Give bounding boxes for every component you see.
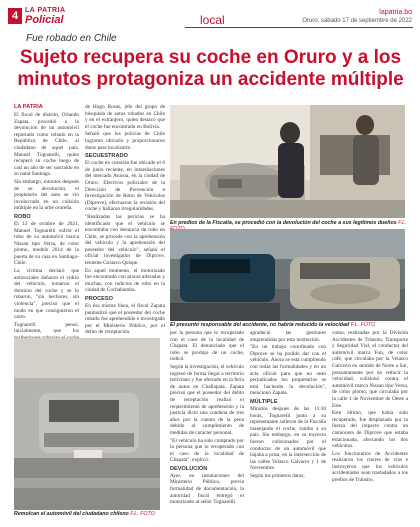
photo-accident: [170, 229, 405, 321]
page-number: 4: [8, 8, 22, 24]
photo-handover: [170, 105, 405, 218]
issue-date: Oruro, sábado 17 de septiembre de 2022: [302, 18, 412, 24]
caption-credit: F.L. FOTO: [130, 511, 155, 517]
caption-credit: F.L.: [398, 220, 407, 226]
subheading: SECUESTRADO: [85, 153, 128, 160]
photo-tow: [14, 338, 160, 510]
column-4: [250, 330, 326, 480]
paragraph: En aquel momento, el motorizado fue encontrado con placas alteradas y muchas, con indicios de robo en la ciudad de Cochabamba.: [85, 267, 165, 294]
column-5: [332, 330, 408, 485]
caption-text: Remolcan el automóvil del ciudadano chileno: [14, 511, 129, 517]
paragraph: Señaló que los policías de Chile lograron ubicarlo y proporcionaron datos para localizarlo.: [85, 131, 165, 151]
paragraph: Según los primeros datos,: [250, 472, 305, 479]
caption-text: En predios de la Fiscalía, se procedió con la devolución del coche a sus legítimos dueños: [170, 220, 397, 226]
paragraph: "En un trabajo coordinado con Diprove se ha podido dar con el vehículo. Ahora se está cumpliendo con todas las formalidades y en un acta oficial para que no sean perjudicados los propietarios se está haciendo la devolución", mencionó Zapata.: [250, 344, 326, 397]
photo-caption: [14, 511, 164, 517]
column-1: [14, 104, 79, 376]
section-brand: Policial: [25, 14, 64, 26]
paragraph: agradeció las gestiones emprendidas por esta institución.: [250, 330, 326, 343]
paragraph: Según la investigación, el vehículo ingresó de forma ilegal a territorio boliviano y fue ofertado en la feria de autos en Challapata. Zapata precisó que el poseedor del delito de receptación realizó el requerimiento de aprehensión y la justicia dictó una condena de tres años por la cuenta de la pena debido al cumplimiento de medidas de carácter personal.: [170, 363, 244, 436]
author: LA PATRIA: [14, 104, 43, 110]
subheading: MÚLTIPLE: [250, 398, 278, 405]
kicker: Fue robado en Chile: [26, 33, 117, 44]
paragraph: Tognarelli pensó, inicialmente, que los: [14, 321, 79, 335]
paragraph: Ayer, en instalaciones del Ministerio Público, previa formalidad de documentación, la autoridad fiscal entregó el motorizado al señor Tognarelli.: [170, 472, 244, 506]
subheading: DEVOLUCIÓN: [170, 465, 208, 472]
subheading: PROCESO: [85, 296, 113, 303]
paragraph: Minutos después de las 11:30 horas, Tognarelli junto a su representante salieron de la Fiscalía manejando el coche, rumbo a su país. Sin embargo, en su trayecto fueron colisionados por el conductor de un automóvil que bajaba a prisa, en la intersección de las calles Velasco Galvarro y 1 de Noviembre.: [250, 405, 326, 472]
paragraph: El fiscal de distrito, Orlando Zapata, procedió a la devolución de un automóvil reportado como robado en la República de Chile, al ciudadano de aquel país, Manuel Tognarelli, quien recuperó su coche luego de casi un año de ser sustraído en su natal Santiago.: [14, 112, 79, 178]
page-header: [0, 0, 420, 30]
website-link[interactable]: lapatria.bo: [379, 9, 412, 16]
caption-credit: F.L. FOTO: [350, 322, 376, 328]
paragraph: El coche en cuestión fue ubicado el 6 de junio reciente, en inmediaciones del mercado Avaroa, en la ciudad de Oruro. Efectivos policiales de la Dirección de Prevención e Investigación de Robo de Vehículos (Diprove), efectuaron la revisión del coche y hallaron irregularidades.: [85, 160, 165, 213]
paragraph: "Realizadas las pericias se ha identificado que el vehículo se encontraba con denuncia de robo en Chile, se procede con la aprehensión del vehículo y la aprehensión del poseedor del vehículo", señaló el oficial investigador de Diprove, teniente Gustavo Quispe.: [85, 213, 165, 267]
section-label: local: [200, 13, 225, 27]
paragraph: El 12 de octubre de 2021, Manuel Tognarelli sufrió el robo de su automóvil marca Nissan tipo Versa, de color plomo, modelo 2014 de la puerta de su casa en Santiago-Chile.: [14, 220, 79, 267]
paragraph: como, realizadas por la División Accidentes de Tránsito, Transporte y Seguridad Vial, el conductor del automóvil marca Fun, de color café, que circulaba por la Velasco Galvarro en sentido de Norte a Sur, presuntamente por no reducir la velocidad, colisionó contra el automóvil marca Nissan tipo Versa, de color plomo, que circulaba por la calle 1 de Noviembre de Oeste a Este.: [332, 330, 408, 409]
paragraph: En esa misma línea, el fiscal Zapata puntualizó que el poseedor del coche robado fue aprehendido e investigado por el Ministerio Público, por el delito de receptación.: [85, 303, 165, 336]
paragraph: Este último, que había sido recuperado, fue desplazado por la fuerza del impacto contra un camioneta de Diprove que estaba estacionada, afectando los dos vehículos.: [332, 410, 408, 450]
subheading: ROBO: [14, 213, 31, 220]
header-rule: [185, 27, 413, 28]
paragraph: Los funcionarios de Accidentes realizaron los cierres de vías e instruyeron que los vehículos accidentados sean trasladados a los predios de Tránsito.: [332, 450, 408, 484]
column-3: [170, 330, 244, 507]
caption-text: El presunto responsable del accidente, no habría reducido la velocidad: [170, 322, 350, 328]
paragraph: Sin embargo, minutos después de su devolución, el propietario del auto se vio involucrado en un colisión múltiple en la urbe orureña.: [14, 178, 79, 212]
paragraph: por la persona que lo recuperado con el caso de la localidad de Chapata. El denunciado que el robo se produjo de un coche, indicó.: [170, 330, 244, 363]
paragraph: "El vehículo ha sido comprado por la persona que lo recuperado con el caso de la localidad de Chapata", explicó.: [170, 437, 244, 464]
brand-top: LA PATRIA: [25, 7, 66, 14]
photo-caption: [170, 322, 410, 328]
column-2: [85, 104, 165, 337]
paragraph: de Hugo Rosas, jefe del grupo de búsqueda de autos robados en Chile y en el extranjero, quien destacó que el coche fue encontrado en Bolivia.: [85, 104, 165, 130]
headline: Sujeto recupera su coche en Oruro y a los minutos protagoniza un accidente múltiple: [17, 47, 404, 90]
paragraph: La víctima declaró que antisociales dañaron el vidrio del vehículo, tomaron el dominio del coche y se lo robaron, "sin hechores, sin violencia", precisó que el modo en que consiguieron el carro.: [14, 268, 79, 321]
